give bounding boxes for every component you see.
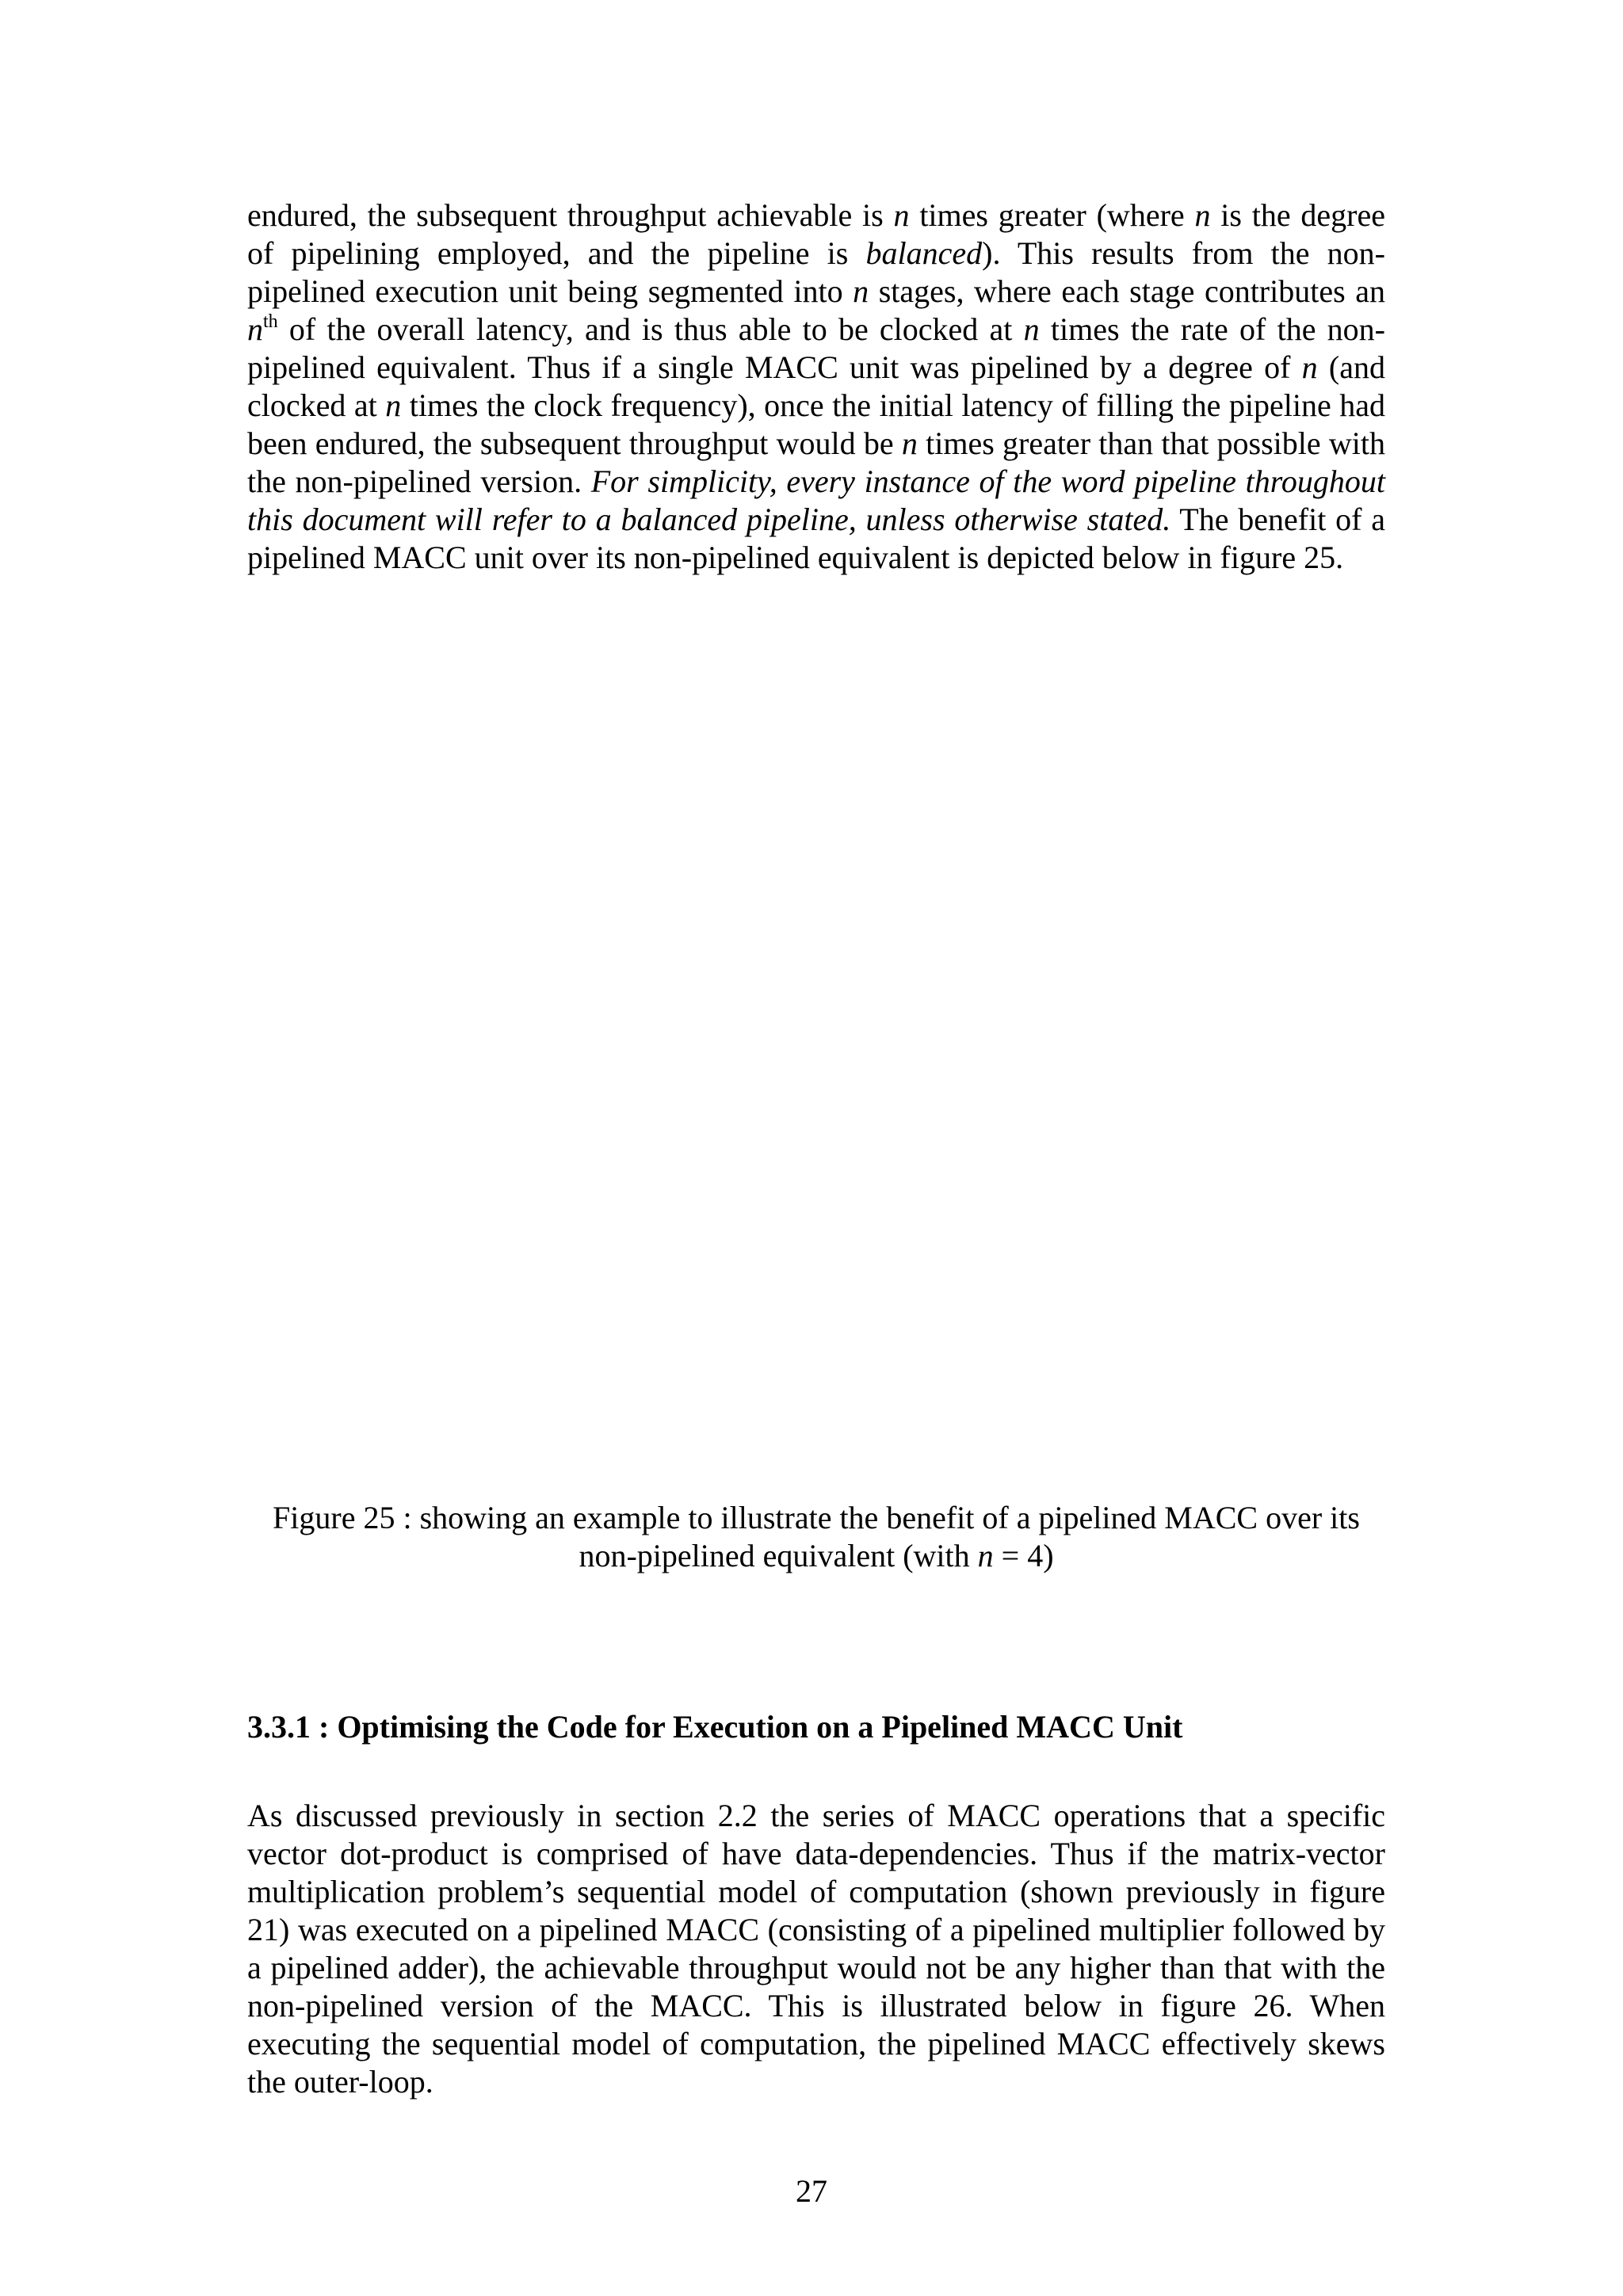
variable-n: n [247, 311, 263, 347]
text-run: = 4) [993, 1538, 1054, 1573]
text-run: non-pipelined equivalent (with [579, 1538, 978, 1573]
body-paragraph-pipelining [247, 196, 1385, 577]
body-paragraph-optimising: As discussed previously in section 2.2 the series of MACC operations that a specific vector dot-product is comprised of have data-dependencies. Thus if the matrix-vector multiplication problem’s sequential model of computation (shown previously in figure 21) was executed on a pipelined MACC (consisting of a pipelined multiplier followed by a pipelined adder), the achievable throughput would not be any higher than that with the non-pipelined version of the MACC. This is illustrated below in figure 26. When executing the sequential model of computation, the pipelined MACC effectively skews the outer-loop. [247, 1798, 1385, 2100]
page-number: 27 [796, 2173, 827, 2209]
italic-note: For simplicity, every instance of the word pipeline throughout this document will refer to a balanced pipeline, unless otherwise stated. [247, 463, 1385, 537]
emphasis-balanced: balanced [865, 235, 983, 271]
text-run: ). This results from the non-pipelined execution unit being segmented into [247, 235, 1385, 309]
variable-n: n [1023, 311, 1040, 347]
text-run: times the clock frequency), once the initial latency of filling the pipeline had been endured, the subsequent throughput would be [247, 387, 1385, 461]
variable-n: n [977, 1538, 994, 1573]
variable-n: n [853, 273, 869, 309]
text-run: is the degree of pipelining employed, and the pipeline is [247, 197, 1385, 271]
text-run: The benefit of a pipelined MACC unit over its non-pipelined equivalent is depicted below in figure 25. [247, 502, 1386, 575]
superscript-th: th [263, 311, 278, 332]
text-run: of the overall latency, and is thus able to be clocked at [277, 311, 1024, 347]
text-run: endured, the subsequent throughput achievable is [247, 197, 894, 233]
variable-n: n [385, 387, 402, 423]
text-run: times greater than that possible with the non-pipelined version. [247, 425, 1386, 499]
variable-n: n [893, 197, 910, 233]
figure-25-placeholder [247, 634, 1385, 1489]
variable-n: n [1301, 349, 1318, 385]
caption-line-2 [247, 1537, 1385, 1575]
figure-caption [247, 1499, 1385, 1575]
text-run: (and clocked at [247, 349, 1385, 423]
section-heading: 3.3.1 : Optimising the Code for Execution on a Pipelined MACC Unit [247, 1709, 1183, 1745]
text-run: stages, where each stage contributes an [869, 273, 1386, 309]
text-run: times the rate of the non-pipelined equivalent. Thus if a single MACC unit was pipelined by a degree of [247, 311, 1385, 385]
text-run: times greater (where [909, 197, 1195, 233]
caption-line-1: Figure 25 : showing an example to illustrate the benefit of a pipelined MACC over its [273, 1500, 1360, 1535]
variable-n: n [1194, 197, 1211, 233]
variable-n: n [901, 425, 918, 461]
